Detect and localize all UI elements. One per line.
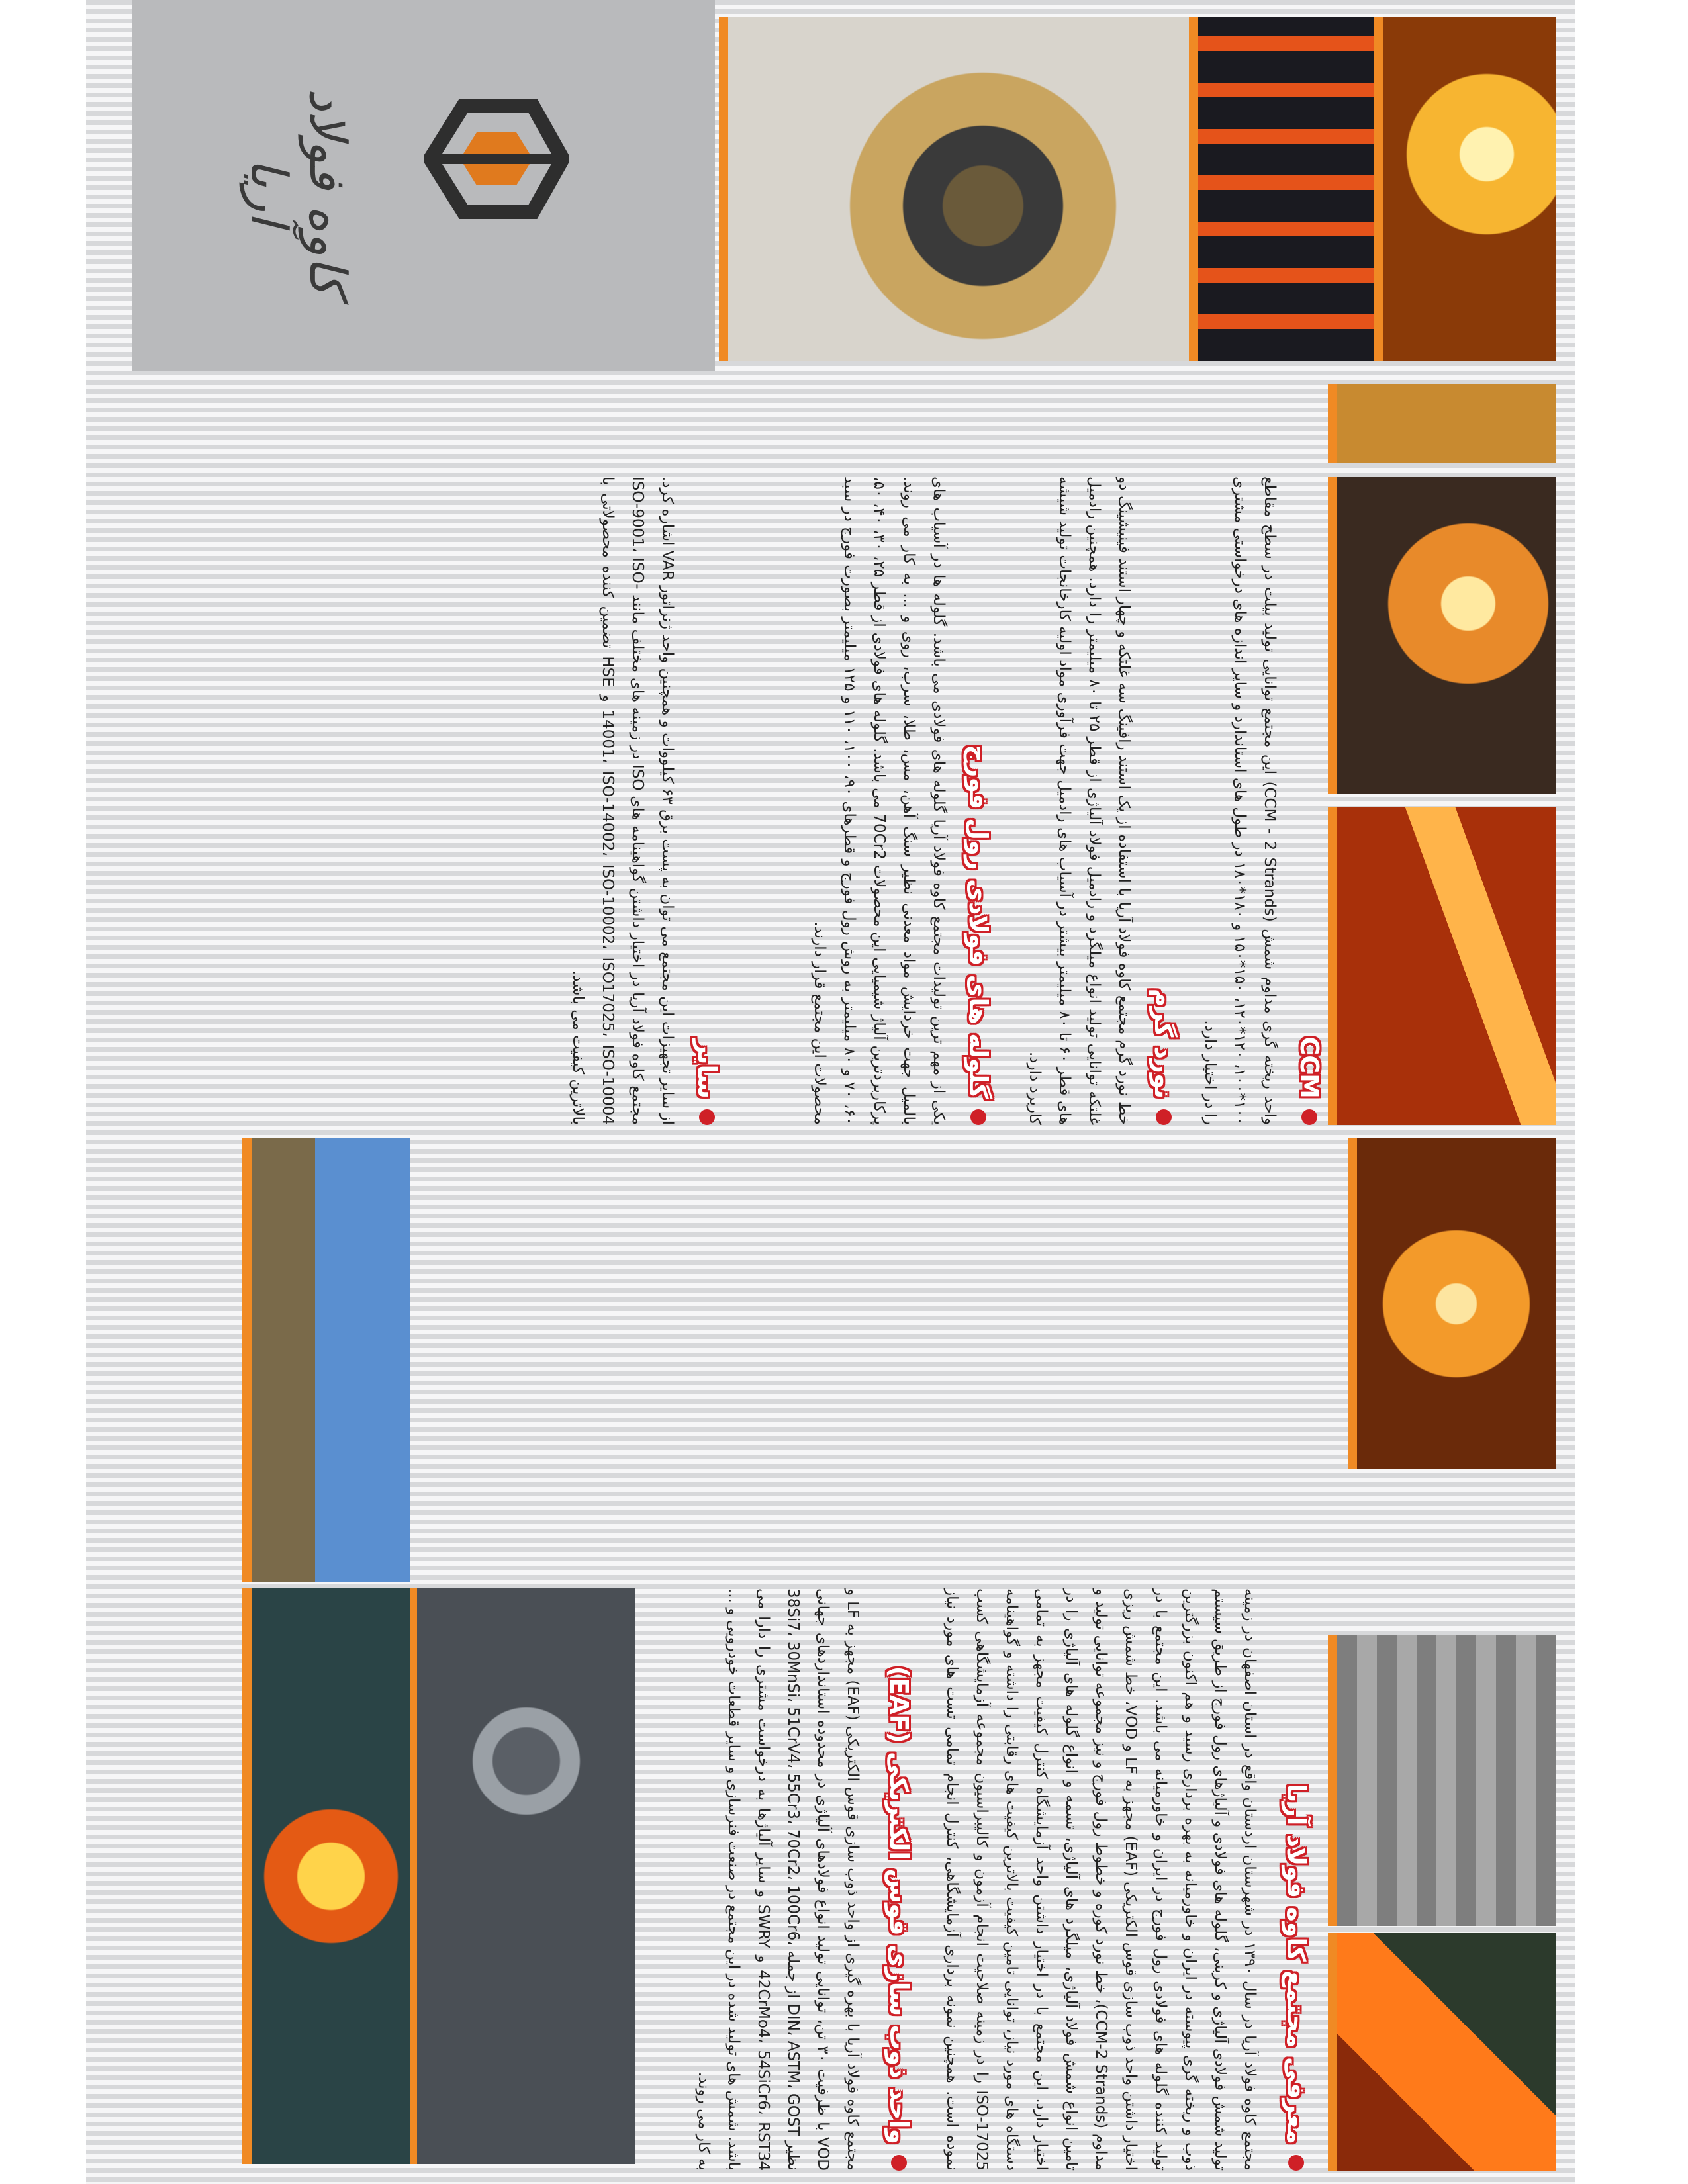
- logo-icon: [424, 93, 569, 225]
- other-heading: [692, 807, 722, 1125]
- balls-title: گلوله های فولادی رول فورج: [964, 745, 993, 1099]
- balls-heading: [964, 662, 993, 1125]
- photo-sparks-grinder: [1328, 384, 1556, 463]
- rolling-heading: [1149, 807, 1178, 1125]
- eaf-body: مجتمع کاوه فولاد آریا با بهره گیری از واحد ذوب سازی قوس الکتریکی (EAF) مجهز به LF و VOD با ظرفیت ۳۰ تن، توانایی تولید انواع فولادهای آلیاژی در محدوده استانداردهای جهانی نظیر DIN، ASTM، GOST از جمله 38Si7، 30MnSi، 51CrV4، 55Cr3، 70Cr2، 100Cr6، 42CrMo4، 54SiCr6، RST34 و SWRY و سایر آلیاژها به درخواست مشتری را دارا می باشد. شمش های تولید شده در این مجتمع در صنعت فنرسازی و سایر قطعات خودرویی و ... به کار می روند.: [695, 1588, 861, 2171]
- eaf-title: واحد ذوب سازی قوس الکتریکی (EAF): [884, 1666, 914, 2144]
- balls-body: یکی از مهم ترین تولیدات مجتمع کاوه فولاد آریا گلوله های فولادی می باشد. گلوله ها در آسیاب های بالمیل جهت خردایش مواد معدنی نظیر سنگ آهن، مس، طلا، سرب، روی و ... به کار می روند. پرکاربردترین آلیاژ شیمیایی این محصولات 70Cr2 می باشد. گلوله های فولادی از قطر ۲۵، ۳۰، ۴۰، ۵۰، ۶۰، ۷۰ و ۸۰ میلیمتر به روش رول فورج و قطرهای ۹۰، ۱۰۰، ۱۱۰ و ۱۲۵ میلیمتر بصورت فورج در سبد محصولات این مجتمع قرار دارند.: [811, 477, 947, 1125]
- photo-grinding-sparks: [1374, 17, 1556, 361]
- bullet-dot: [1301, 1109, 1317, 1125]
- brand-name: کاوه فولاد آریا: [240, 88, 357, 296]
- ccm-heading: [1295, 807, 1324, 1125]
- photo-round-bars: [408, 1588, 635, 2164]
- intro-title: معرفی مجتمع کاوه فولاد آریا: [1282, 1783, 1311, 2144]
- bullet-dot: [1156, 1109, 1172, 1125]
- bullet-dot: [891, 2155, 907, 2171]
- photo-furnace-sparks-2: [1348, 1138, 1556, 1469]
- bullet-dot: [1288, 2155, 1304, 2171]
- eaf-heading: [884, 1588, 914, 2171]
- photo-substation: [242, 1138, 410, 1582]
- photo-hot-steel-bar: [1328, 807, 1556, 1125]
- other-body: از سایر تجهیزات این مجتمع می توان به پست برق ۶۳ کیلووات و همچنین واحد ژنراتور VAR اشاره کرد. مجتمع کاوه فولاد آریا در اختیار داشتن گواهینامه های ISO در زمینه های مختلف مانند ISO-9001، ISO-14001، ISO-14002، ISO-10002، ISO17025، ISO-10004 و HSE تضمین کننده محصولاتی با بالاترین کیفیت می باشد.: [569, 477, 676, 1125]
- photo-sparks-furnace: [1328, 477, 1556, 794]
- other-title: سایر: [692, 1039, 722, 1099]
- bullet-dot: [970, 1109, 986, 1125]
- photo-steel-bloom: [1328, 1933, 1556, 2171]
- bullet-dot: [699, 1109, 715, 1125]
- photo-grinding-balls-row: [1189, 17, 1377, 361]
- photo-stacked-billets: [1328, 1635, 1556, 1926]
- rolling-title: نورد گرم: [1149, 988, 1178, 1099]
- ccm-body: واحد ریخته گری مداوم شمش (CCM - 2 Strands) این مجتمع توانایی تولید بیلت در سطح مقاطع ۱۰۰*۱۰۰، ۱۲۰*۱۲۰، ۱۵۰*۱۵۰ و ۱۸۰*۱۸۰ در طول های استاندارد و سایر اندازه های درخواستی مشتری را در اختیار دارد.: [1201, 477, 1278, 1125]
- ccm-title: CCM: [1295, 1036, 1324, 1099]
- photo-grinding-ball-chuck: [719, 17, 1192, 361]
- intro-heading: [1282, 1588, 1311, 2171]
- intro-body: مجتمع کاوه فولاد آریا در سال ۱۳۹۰ در شهرستان اردستان واقع در استان اصفهان در زمینه تولید شمش فولادی آلیاژی و کربنی، گلوله های فولادی و آلیاژهای رول فورج از طریق سیستم ذوب و ریخته گری پیوسته در ایران و خاورمیانه به بهره برداری رسید و هم اکنون بزرگترین تولید کننده گلوله های فولادی رول فورج در ایران و خاورمیانه می باشد. این مجتمع با در اختیار داشتن واحد ذوب سازی قوس الکتریکی (EAF) مجهز به LF و VOD، خط شمش ریزی مداوم (CCM-2 Strands)، خط نورد کوره و خطوط رول فورج و نیز مجموعه توانایی تولید و تامین انواع شمش فولاد آلیاژی، میلگرد های آلیاژی، تسمه و انواع گلوله های آلیاژی را در اختیار دارد. این مجتمع با در اختیار داشتن واحد آزمایشگاه کنترل کیفیت مجهز به تمامی دستگاه های مورد نیاز، توانایی تامین کیفیت بالاترین کیفیت های رقابتی را داشته و گواهینامه ISO-17025 را در زمینه صلاحیت انجام آزمون و کالیبراسیون مجموعه آزمایشگاهی کسب نموده است. همچنین نمونه برداری آزمایشگاهی، کنترل انجام تمامی تست های مورد نیاز: [943, 1588, 1258, 2171]
- rolling-body: خط نورد گرم مجتمع کاوه فولاد آریا با استفاده از یک استند رافینگ سه غلتکه و چهار استند فینیشینگ دو غلتکه توانایی تولید انواع میلگرد و رادمیل فولاد آلیاژی از قطر ۲۵ تا ۸۰ میلیمتر را دارد. همچنین رادمیل های قطر ۶۰ تا ۸۰ میلیمتر بیشتر در آسیاب های رادمیل جهت فرآوری مواد اولیه کارخانجات تولید شیشه کاربرد دارد.: [1026, 477, 1133, 1125]
- brochure-sheet: [86, 0, 1575, 2184]
- photo-glowing-ladle: [242, 1588, 410, 2164]
